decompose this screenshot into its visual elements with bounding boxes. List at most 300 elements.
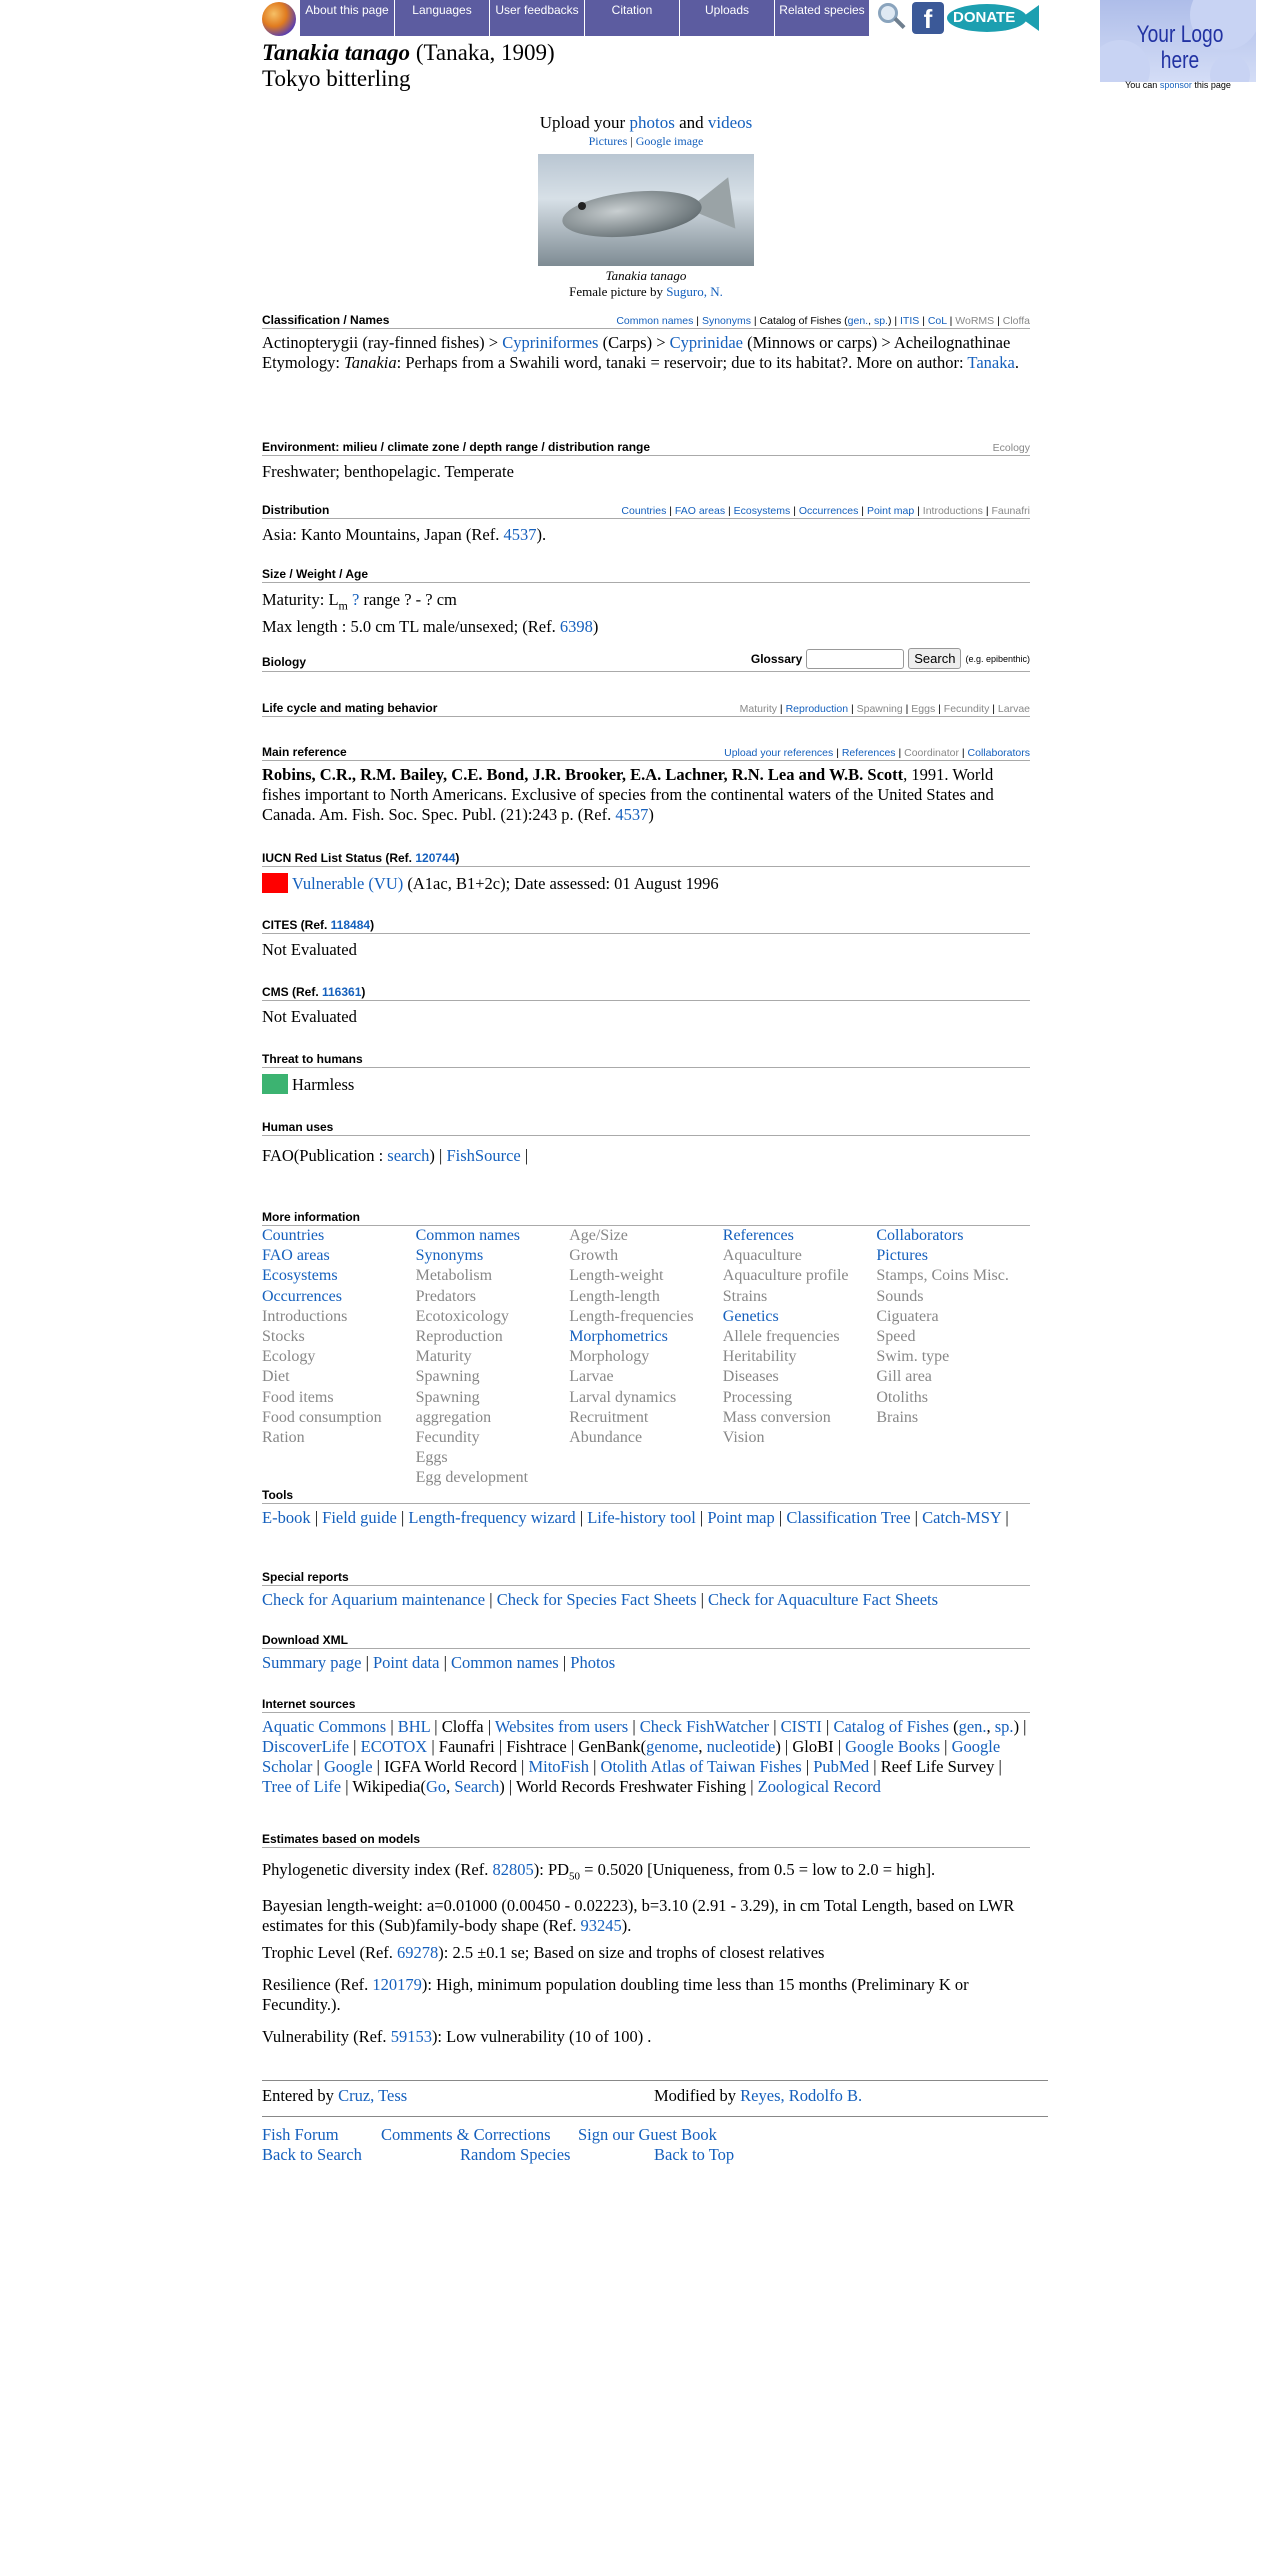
separator-text: | <box>485 1590 497 1609</box>
section-title: Life cycle and mating behavior <box>262 701 438 715</box>
section-title: Internet sources <box>262 1697 1030 1713</box>
link-item[interactable]: CISTI <box>780 1717 822 1736</box>
upload-and: and <box>674 113 708 132</box>
modified-by-link[interactable]: Reyes, Rodolfo B. <box>740 2086 863 2105</box>
sponsor-link[interactable]: sponsor <box>1159 80 1192 90</box>
link-item[interactable]: Classification Tree <box>786 1508 911 1527</box>
separator-text: | <box>396 1508 409 1527</box>
pictures-sep: | <box>627 134 636 148</box>
more-info-link: aggregation <box>415 1408 492 1426</box>
link-item[interactable]: References <box>841 747 896 759</box>
upload-videos-link[interactable]: videos <box>707 113 753 132</box>
link-item[interactable]: Tree of Life <box>262 1777 342 1796</box>
link-item[interactable]: Check for Aquaculture Fact Sheets <box>708 1590 939 1609</box>
nav-uploads[interactable]: Uploads <box>680 0 775 36</box>
link-item[interactable]: gen. <box>958 1717 987 1736</box>
random-species-link[interactable]: Random Species <box>460 2145 571 2164</box>
link-item[interactable]: Common names <box>451 1653 559 1672</box>
section-title: More information <box>262 1210 1030 1226</box>
nav-user-feedbacks[interactable]: User feedbacks <box>490 0 585 36</box>
more-info-link[interactable]: Genetics <box>722 1307 779 1325</box>
fao-search-link[interactable]: search <box>387 1146 430 1165</box>
link-item[interactable]: Fecundity <box>943 703 990 715</box>
cites-text: Not Evaluated <box>262 940 357 959</box>
separator-text: | IGFA World Record | <box>372 1757 529 1776</box>
more-info-link: Vision <box>722 1429 765 1447</box>
link-item[interactable]: Life-history tool <box>587 1508 696 1527</box>
upload-pre: Upload your <box>539 113 630 132</box>
separator-text: | <box>848 703 857 715</box>
link-item[interactable]: DiscoverLife <box>262 1737 350 1756</box>
more-info-link: Stocks <box>262 1328 305 1346</box>
internet-links <box>262 1717 1030 1797</box>
environment-text: Freshwater; benthopelagic. Temperate <box>262 462 514 481</box>
link-item[interactable]: Zoological Record <box>757 1777 881 1796</box>
more-info-link[interactable]: Ecosystems <box>262 1267 338 1285</box>
separator-text: , <box>868 315 874 327</box>
max-length: Max length : 5.0 cm TL male/unsexed; (Ref. <box>262 617 560 637</box>
link-item[interactable]: Aquatic Commons <box>262 1717 387 1736</box>
cms-title-end: ) <box>361 985 366 999</box>
more-info-link: Mass conversion <box>722 1408 831 1426</box>
top-navigation <box>262 0 1039 36</box>
separator-text: | <box>989 703 998 715</box>
footer-divider <box>262 2116 1048 2117</box>
link-item[interactable]: Larvae <box>997 703 1030 715</box>
nav-related-species[interactable]: Related species <box>775 0 870 36</box>
tools-section <box>262 1488 1030 1528</box>
more-info-link: Growth <box>569 1247 619 1265</box>
iucn-section <box>262 851 1030 894</box>
etymology-text: : Perhaps from a Swahili word, tanaki = reservoir; due to its habitat?. More on author: <box>396 353 968 372</box>
family-link[interactable]: Cyprinidae <box>669 333 743 352</box>
link-item[interactable]: Websites from users <box>494 1717 629 1736</box>
separator-text: , <box>986 1717 995 1736</box>
separator-text: ( <box>948 1717 959 1736</box>
separator-text: | <box>439 1653 452 1672</box>
separator-text: | <box>588 1757 601 1776</box>
iucn-status-link[interactable]: Vulnerable (VU) <box>292 874 404 893</box>
modified-label: Modified by <box>654 2086 741 2105</box>
link-item[interactable]: ITIS <box>900 315 920 327</box>
link-item[interactable]: Check FishWatcher <box>639 1717 770 1736</box>
page-title <box>262 40 555 66</box>
nav-languages[interactable]: Languages <box>395 0 490 36</box>
more-info-link: Abundance <box>569 1429 643 1447</box>
google-image-link[interactable]: Google image <box>635 134 704 148</box>
separator-text: | <box>833 747 842 759</box>
distribution-section <box>262 503 1030 545</box>
more-info-link: Gill area <box>876 1368 932 1386</box>
photographer-link[interactable]: Suguro, N. <box>666 284 723 299</box>
link-item[interactable]: sp. <box>873 315 888 327</box>
maturity-range: range ? - ? cm <box>359 590 457 609</box>
footer-divider <box>262 2080 1048 2081</box>
iucn-text: (A1ac, B1+2c); Date assessed: 01 August 1996 <box>403 874 719 893</box>
more-info-column <box>416 1226 570 1489</box>
entered-label: Entered by <box>262 2086 339 2105</box>
bayesian-text: Bayesian length-weight: a=0.01000 (0.00450 - 0.02223), b=3.10 (2.91 - 3.29), in cm Total Length, based on LWR estimates for this (Sub)family-body shape (Ref. <box>262 1896 1015 1936</box>
human-uses-section <box>262 1120 1030 1166</box>
link-item[interactable]: PubMed <box>813 1757 870 1776</box>
link-item[interactable]: FAO areas <box>674 505 726 517</box>
separator-text: ) | GloBI | <box>775 1737 846 1756</box>
more-info-link: Swim. type <box>876 1348 950 1366</box>
link-item[interactable]: Ecosystems <box>733 505 791 517</box>
fao-end: | <box>520 1146 529 1165</box>
class-text: (Carps) > <box>598 333 670 352</box>
link-item[interactable]: Maturity <box>739 703 778 715</box>
more-info-link: Speed <box>876 1328 916 1346</box>
link-item[interactable]: Occurrences <box>798 505 859 517</box>
more-info-column <box>876 1226 1030 1489</box>
photo-credit-pre: Female picture by <box>569 284 667 299</box>
back-to-top-link[interactable]: Back to Top <box>654 2145 735 2164</box>
section-title: Download XML <box>262 1633 1030 1649</box>
more-info-column <box>262 1226 416 1489</box>
separator-text: | <box>895 747 905 759</box>
more-info-column <box>569 1226 723 1489</box>
more-info-link: Food items <box>262 1388 334 1406</box>
separator-text: | <box>994 315 1003 327</box>
separator-text: | <box>725 505 734 517</box>
link-item[interactable]: BHL <box>397 1717 431 1736</box>
iucn-title: IUCN Red List Status (Ref. <box>262 851 416 865</box>
separator-text: | <box>958 747 968 759</box>
link-item[interactable]: Summary page <box>262 1653 362 1672</box>
fishsource-link[interactable]: FishSource <box>446 1146 521 1165</box>
more-info-link: Fecundity <box>415 1429 480 1447</box>
scientific-name: Tanakia tanago <box>262 40 411 65</box>
pictures-link[interactable]: Pictures <box>588 134 628 148</box>
more-info-link: Morphology <box>569 1348 650 1366</box>
glossary-example: (e.g. epibenthic) <box>965 653 1030 664</box>
maturity-sub: m <box>338 598 348 613</box>
donate-button[interactable] <box>947 2 1039 34</box>
xml-links <box>262 1653 1030 1673</box>
separator-text: | <box>558 1653 571 1672</box>
phylo-sub: 50 <box>569 1870 581 1883</box>
special-reports-links <box>262 1590 1030 1610</box>
classification-links <box>616 315 1030 327</box>
fish-forum-link[interactable]: Fish Forum <box>262 2125 339 2144</box>
link-item[interactable]: Point data <box>373 1653 440 1672</box>
separator-text: | <box>914 505 923 517</box>
more-info-link: Age/Size <box>569 1227 628 1244</box>
lifecycle-section <box>262 701 1030 717</box>
more-info-link: Spawning <box>415 1388 480 1406</box>
separator-text: | <box>693 315 702 327</box>
separator-text: | Catalog of Fishes ( <box>750 315 848 327</box>
glossary-label: Glossary <box>750 651 803 666</box>
separator-text: | <box>774 1508 787 1527</box>
link-item[interactable]: Google <box>323 1757 373 1776</box>
environment-section <box>262 440 1030 482</box>
more-info-link: Eggs <box>415 1449 448 1467</box>
more-info-link[interactable]: FAO areas <box>262 1247 330 1265</box>
link-item[interactable]: Coordinator <box>904 747 959 759</box>
link-item[interactable]: Photos <box>570 1653 616 1672</box>
ref-link[interactable]: 93245 <box>580 1916 622 1936</box>
common-name: Tokyo bitterling <box>262 66 411 91</box>
separator-text: , <box>698 1737 707 1756</box>
cites-title: CITES (Ref. <box>262 918 331 932</box>
more-info-link: Length-frequencies <box>569 1307 694 1325</box>
more-info-link: Heritability <box>722 1348 797 1366</box>
more-info-link: Diseases <box>722 1368 779 1386</box>
back-to-search-link[interactable]: Back to Search <box>262 2145 362 2164</box>
separator-text: | <box>696 1590 709 1609</box>
link-item[interactable]: Google Books <box>845 1737 941 1756</box>
link-item[interactable]: Common names <box>616 315 694 327</box>
more-info-link: Otoliths <box>876 1388 928 1406</box>
entered-by-link[interactable]: Cruz, Tess <box>338 2086 408 2105</box>
separator-text: | <box>801 1757 814 1776</box>
distribution-links <box>621 505 1030 517</box>
picture-block <box>262 113 1030 300</box>
phylo-text: = 0.5020 [Uniqueness, from 0.5 = low to 2.0 = high]. <box>580 1860 936 1879</box>
etymology-genus: Tanakia <box>344 353 397 372</box>
section-title: Human uses <box>262 1120 1030 1136</box>
link-item[interactable]: Check for Aquarium maintenance <box>262 1590 486 1609</box>
upload-photos-link[interactable]: photos <box>629 113 675 132</box>
donate-label: DONATE <box>953 9 1016 26</box>
threat-section <box>262 1052 1030 1095</box>
separator-text: | <box>982 505 992 517</box>
etymology-label: Etymology: <box>262 353 345 372</box>
separator-text: ) | <box>1013 1717 1027 1736</box>
download-xml-section <box>262 1633 1030 1673</box>
more-info-link: Larval dynamics <box>569 1388 677 1406</box>
link-item[interactable]: CoL <box>927 315 947 327</box>
main-reference-section <box>262 745 1030 825</box>
class-text: (Minnows or carps) > Acheilognathinae <box>742 333 1011 352</box>
more-info-link: Introductions <box>262 1307 348 1325</box>
link-item[interactable]: Spawning <box>856 703 903 715</box>
comments-link[interactable]: Comments & Corrections <box>381 2125 551 2144</box>
more-info-grid <box>262 1226 1030 1489</box>
separator-text: | Reef Life Survey | <box>869 1757 1002 1776</box>
bayesian-end: ). <box>621 1916 632 1936</box>
separator-text: | <box>628 1717 640 1736</box>
more-info-link: Reproduction <box>415 1328 503 1346</box>
separator-text: | <box>361 1653 373 1672</box>
cms-text: Not Evaluated <box>262 1007 357 1026</box>
link-item[interactable]: genome <box>646 1737 699 1756</box>
more-info-link: Maturity <box>415 1348 472 1366</box>
size-section <box>262 567 1030 637</box>
ref-link[interactable]: 82805 <box>492 1860 534 1879</box>
internet-sources-section <box>262 1697 1030 1797</box>
link-item[interactable]: Point map <box>866 505 915 517</box>
phylo-text: Phylogenetic diversity index (Ref. <box>262 1860 493 1879</box>
facebook-icon[interactable]: f <box>912 2 944 34</box>
maturity-label: Maturity: L <box>262 590 339 609</box>
link-item[interactable]: Check for Species Fact Sheets <box>496 1590 697 1609</box>
link-item[interactable]: Upload your references <box>724 747 834 759</box>
sponsor-pre: You can <box>1125 80 1160 90</box>
more-info-link: Ciguatera <box>876 1307 939 1325</box>
distribution-end: ). <box>536 525 547 544</box>
more-info-link[interactable]: Morphometrics <box>569 1328 668 1346</box>
link-item[interactable]: Collaborators <box>967 747 1030 759</box>
separator-text: ) | World Records Freshwater Fishing | <box>499 1777 758 1796</box>
ref-link[interactable]: 6398 <box>559 617 593 637</box>
link-item[interactable]: Search <box>454 1777 500 1796</box>
link-item[interactable]: ECOTOX <box>360 1737 428 1756</box>
classification-section <box>262 313 1030 373</box>
link-item[interactable]: Google Scholar <box>262 1737 1001 1776</box>
more-info-link[interactable]: Collaborators <box>876 1227 964 1244</box>
sponsor-post: this page <box>1191 80 1231 90</box>
order-link[interactable]: Cypriniformes <box>502 333 599 352</box>
more-info-link: Allele frequencies <box>722 1328 840 1346</box>
reference-end: ) <box>648 805 654 824</box>
more-info-link[interactable]: Pictures <box>876 1247 928 1265</box>
glossary-search-button[interactable]: Search <box>908 648 961 669</box>
more-info-link: Length-length <box>569 1287 660 1305</box>
more-info-link: Metabolism <box>415 1267 493 1285</box>
more-info-link: Larvae <box>569 1368 614 1386</box>
ref-link[interactable]: 4537 <box>503 525 537 544</box>
more-info-link[interactable]: Common names <box>415 1227 521 1244</box>
more-info-link: Aquaculture profile <box>722 1267 849 1285</box>
sponsor-note <box>1100 80 1256 90</box>
nav-about[interactable]: About this page <box>300 0 395 36</box>
search-icon[interactable] <box>873 0 909 36</box>
vulnerability-text: Vulnerability (Ref. <box>262 2027 391 2047</box>
special-reports-section <box>262 1570 1030 1610</box>
fao-text: FAO(Publication : <box>262 1146 388 1165</box>
guest-book-link[interactable]: Sign our Guest Book <box>578 2125 717 2144</box>
separator-text: | <box>910 1508 923 1527</box>
more-info-link[interactable]: References <box>722 1227 794 1244</box>
separator-text: | <box>902 703 912 715</box>
cites-title-end: ) <box>370 918 375 932</box>
more-info-link: Ration <box>262 1429 305 1447</box>
nav-citation[interactable]: Citation <box>585 0 680 36</box>
link-item[interactable]: Length-frequency wizard <box>408 1508 576 1527</box>
link-item[interactable]: Faunafri <box>991 505 1030 517</box>
more-info-link[interactable]: Synonyms <box>415 1247 484 1265</box>
more-info-column <box>723 1226 877 1489</box>
more-info-link: Brains <box>876 1408 919 1426</box>
separator-text: | Faunafri | Fishtrace | GenBank( <box>427 1737 647 1756</box>
logo-placeholder-text: Your Logo here <box>1136 21 1224 74</box>
section-title: Environment: milieu / climate zone / depth range / distribution range <box>262 440 651 454</box>
section-title: Biology <box>262 655 306 669</box>
threat-swatch <box>262 1074 288 1094</box>
link-item[interactable]: Introductions <box>922 505 983 517</box>
reference-links <box>724 747 1030 759</box>
more-info-link: Food consumption <box>262 1408 382 1426</box>
link-item[interactable]: Go <box>425 1777 447 1796</box>
separator-text: | <box>821 1717 834 1736</box>
separator-text: | <box>777 703 786 715</box>
distribution-text: Asia: Kanto Mountains, Japan (Ref. <box>262 525 504 544</box>
link-item[interactable]: sp. <box>994 1717 1014 1736</box>
reference-authors: Robins, C.R., R.M. Bailey, C.E. Bond, J.R. Brooker, E.A. Lachner, R.N. Lea and W.B. Scott <box>262 765 904 784</box>
trophic-text: Trophic Level (Ref. <box>262 1943 398 1963</box>
ref-link[interactable]: 118484 <box>330 918 371 932</box>
ref-link[interactable]: 120179 <box>372 1975 422 1995</box>
separator-text: | <box>349 1737 361 1756</box>
link-item[interactable]: Field guide <box>322 1508 397 1527</box>
link-item[interactable]: E-book <box>262 1508 311 1527</box>
globe-logo-icon[interactable] <box>262 2 296 36</box>
separator-text: | <box>790 505 799 517</box>
ref-link[interactable]: 4537 <box>615 805 649 824</box>
section-title: Estimates based on models <box>262 1832 1030 1848</box>
separator-text: | <box>769 1717 781 1736</box>
link-item[interactable]: Otolith Atlas of Taiwan Fishes <box>600 1757 802 1776</box>
class-text: Actinopterygii (ray-finned fishes) > <box>262 333 503 352</box>
ref-link[interactable]: 69278 <box>397 1943 439 1963</box>
link-item[interactable]: Eggs <box>911 703 936 715</box>
more-info-link: Spawning <box>415 1368 480 1386</box>
ecology-link[interactable]: Ecology <box>992 442 1030 454</box>
glossary-search-input[interactable] <box>806 649 904 669</box>
iucn-status-swatch <box>262 873 288 893</box>
more-info-link: Strains <box>722 1287 768 1305</box>
more-info-link: Processing <box>722 1388 793 1406</box>
more-info-link: Ecology <box>262 1348 316 1366</box>
separator-text: | Cloffa | <box>430 1717 495 1736</box>
section-title: Classification / Names <box>262 313 390 327</box>
more-info-section <box>262 1210 1030 1489</box>
cms-title: CMS (Ref. <box>262 985 322 999</box>
reference-text: , 1991. World fishes important to North Americans. Exclusive of species from the continental waters of the United States and Canada. Am. Fish. Soc. Spec. Publ. (21):243 p. (Ref. <box>262 765 994 824</box>
more-info-link: Length-weight <box>569 1267 664 1285</box>
link-item[interactable]: Synonyms <box>701 315 751 327</box>
trophic-text: ): 2.5 ±0.1 se; Based on size and trophs of closest relatives <box>438 1943 825 1963</box>
sponsor-logo-ad[interactable] <box>1100 0 1256 82</box>
link-item[interactable]: Catch-MSY <box>922 1508 1002 1527</box>
maturity-help-link[interactable]: ? <box>352 590 360 609</box>
link-item[interactable]: Point map <box>707 1508 775 1527</box>
more-info-link[interactable]: Occurrences <box>262 1287 342 1305</box>
more-info-link: Ecotoxicology <box>415 1307 509 1325</box>
resilience-text: Resilience (Ref. <box>262 1975 373 1995</box>
separator-text: , <box>446 1777 455 1796</box>
iucn-title-end: ) <box>455 851 460 865</box>
more-info-link[interactable]: Countries <box>262 1227 325 1244</box>
threat-text: Harmless <box>292 1075 355 1094</box>
link-item[interactable]: MitoFish <box>528 1757 589 1776</box>
cites-section <box>262 918 1030 960</box>
ref-link[interactable]: 120744 <box>415 851 456 865</box>
link-item[interactable]: Cloffa <box>1002 315 1030 327</box>
more-info-link: Stamps, Coins Misc. <box>876 1267 1009 1285</box>
ref-link[interactable]: 116361 <box>322 985 362 999</box>
link-item[interactable]: Countries <box>621 505 667 517</box>
fish-photo[interactable] <box>538 154 754 266</box>
link-item[interactable]: Catalog of Fishes <box>833 1717 949 1736</box>
link-item[interactable]: WoRMS <box>955 315 995 327</box>
section-title: Threat to humans <box>262 1052 1030 1068</box>
section-title: Tools <box>262 1488 1030 1504</box>
separator-text: | <box>575 1508 588 1527</box>
link-item[interactable]: nucleotide <box>706 1737 776 1756</box>
author-link[interactable]: Tanaka <box>967 353 1015 372</box>
ref-link[interactable]: 59153 <box>390 2027 432 2047</box>
estimates-section <box>262 1832 1030 2047</box>
link-item[interactable]: Reproduction <box>785 703 849 715</box>
biology-section <box>262 648 1030 672</box>
separator-text: | <box>946 315 956 327</box>
link-item[interactable]: gen. <box>847 315 869 327</box>
vulnerability-text: ): Low vulnerability (10 of 100) . <box>431 2027 652 2047</box>
